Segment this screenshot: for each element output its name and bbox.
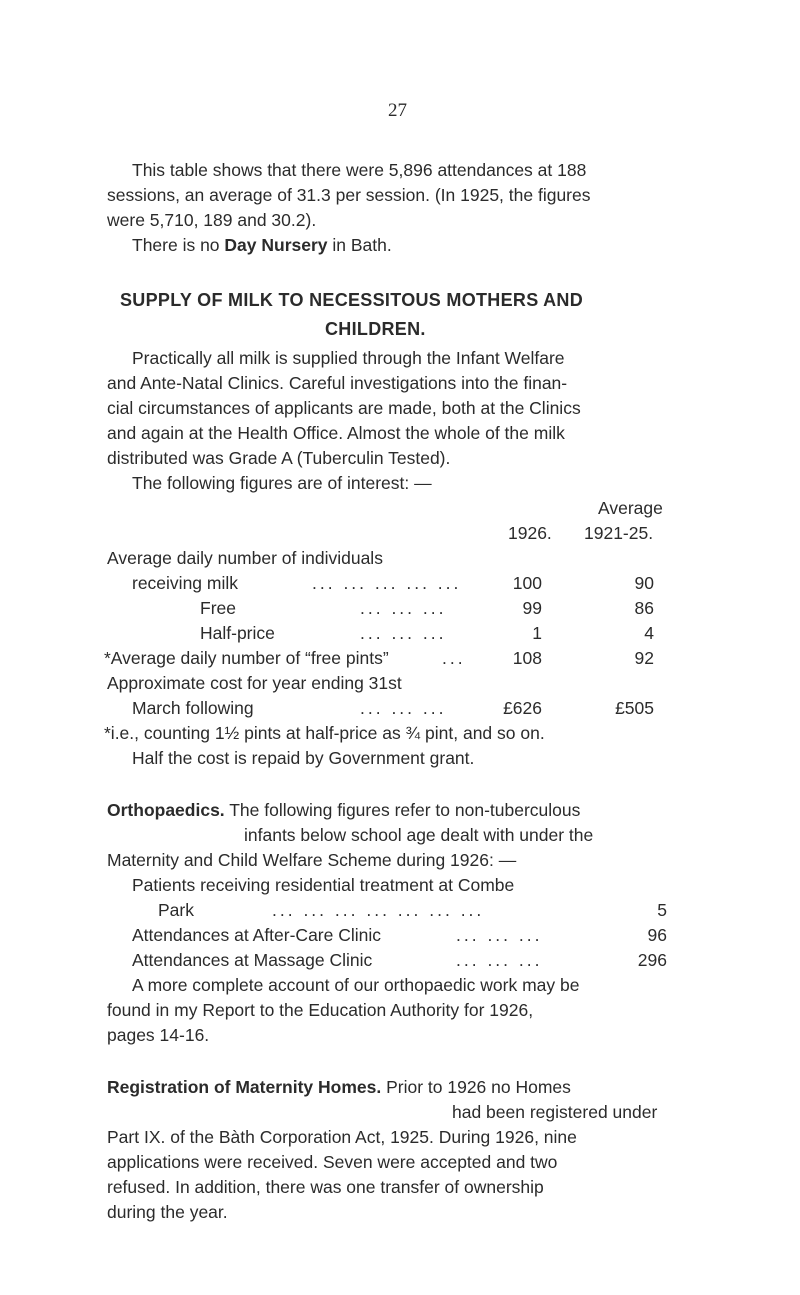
intro-line-4-pre: There is no bbox=[132, 235, 225, 255]
milk-para-line-1: Practically all milk is supplied through the Infant Welfare bbox=[132, 348, 565, 368]
milk-row-receiving-label: receiving milk bbox=[132, 573, 238, 593]
orthopaedics-heading: Orthopaedics. bbox=[107, 800, 225, 820]
milk-row-freepints-dots: ... bbox=[442, 648, 466, 668]
ortho-item-aftercare-label: Attendances at After-Care Clinic bbox=[132, 925, 382, 945]
milk-heading-line-1: SUPPLY OF MILK TO NECESSITOUS MOTHERS AND bbox=[120, 290, 584, 310]
orthopaedics-line-2: infants below school age dealt with under the bbox=[244, 825, 594, 845]
milk-row-freepints-1926: 108 bbox=[512, 648, 542, 668]
ortho-item-aftercare-value: 96 bbox=[647, 925, 667, 945]
intro-line-4 bbox=[132, 233, 392, 258]
registration-line-5: refused. In addition, there was one transfer of ownership bbox=[107, 1177, 544, 1197]
orthopaedics-line-1-text: The following figures refer to non-tuberculous bbox=[229, 800, 581, 820]
col-header-1921-25: 1921-25. bbox=[584, 523, 654, 543]
registration-line-6: during the year. bbox=[107, 1202, 228, 1222]
milk-row-receiving-avg: 90 bbox=[634, 573, 654, 593]
registration-line-1 bbox=[107, 1075, 571, 1100]
milk-row-freepints-label: *Average daily number of “free pints” bbox=[104, 648, 389, 668]
milk-para-line-4: and again at the Health Office. Almost the whole of the milk bbox=[107, 423, 565, 443]
figures-intro: The following figures are of interest: — bbox=[132, 473, 432, 493]
registration-line-2: had been registered under bbox=[452, 1102, 658, 1122]
registration-heading: Registration of Maternity Homes. bbox=[107, 1077, 382, 1097]
intro-line-4-post: in Bath. bbox=[327, 235, 392, 255]
milk-row-free-avg: 86 bbox=[634, 598, 654, 618]
cost-1926: £626 bbox=[503, 698, 542, 718]
milk-row-receiving-dots: ... ... ... ... ... bbox=[312, 573, 462, 593]
registration-line-1-text: Prior to 1926 no Homes bbox=[386, 1077, 571, 1097]
cost-dots: ... ... ... bbox=[360, 698, 447, 718]
ortho-item-massage-dots: ... ... ... bbox=[456, 950, 543, 970]
intro-line-3: were 5,710, 189 and 30.2). bbox=[107, 210, 317, 230]
col-header-1926: 1926. bbox=[508, 523, 552, 543]
cost-label-line-1: Approximate cost for year ending 31st bbox=[107, 673, 402, 693]
orthopaedics-para-line-3: pages 14-16. bbox=[107, 1025, 210, 1045]
registration-line-4: applications were received. Seven were accepted and two bbox=[107, 1152, 558, 1172]
ortho-item-park-dots: ... ... ... ... ... ... ... bbox=[272, 900, 485, 920]
milk-row-freepints-avg: 92 bbox=[634, 648, 654, 668]
cost-label-line-2: March following bbox=[132, 698, 254, 718]
day-nursery-term: Day Nursery bbox=[224, 235, 328, 255]
milk-para-line-3: cial circumstances of applicants are made, both at the Clinics bbox=[107, 398, 581, 418]
intro-line-1: This table shows that there were 5,896 attendances at 188 bbox=[132, 160, 587, 180]
orthopaedics-para-line-2: found in my Report to the Education Authority for 1926, bbox=[107, 1000, 534, 1020]
ortho-item-aftercare-dots: ... ... ... bbox=[456, 925, 543, 945]
ortho-item-massage-value: 296 bbox=[637, 950, 667, 970]
milk-row-receiving-1926: 100 bbox=[512, 573, 542, 593]
milk-para-line-2: and Ante-Natal Clinics. Careful investigations into the finan- bbox=[107, 373, 568, 393]
milk-heading-line-2: CHILDREN. bbox=[325, 319, 426, 339]
table-group-label: Average daily number of individuals bbox=[107, 548, 383, 568]
milk-row-halfprice-label: Half-price bbox=[200, 623, 275, 643]
footnote-line-2: Half the cost is repaid by Government grant. bbox=[132, 748, 475, 768]
page-number: 27 bbox=[388, 100, 407, 121]
col-header-average: Average bbox=[598, 498, 663, 518]
ortho-item-massage-label: Attendances at Massage Clinic bbox=[132, 950, 373, 970]
milk-row-halfprice-1926: 1 bbox=[532, 623, 542, 643]
milk-row-halfprice-avg: 4 bbox=[644, 623, 654, 643]
ortho-item-park-label: Park bbox=[158, 900, 194, 920]
orthopaedics-line-1 bbox=[107, 798, 580, 823]
footnote-line-1: *i.e., counting 1½ pints at half-price as ¾ pint, and so on. bbox=[104, 723, 545, 743]
cost-avg: £505 bbox=[615, 698, 654, 718]
orthopaedics-line-4: Patients receiving residential treatment at Combe bbox=[132, 875, 515, 895]
milk-row-free-label: Free bbox=[200, 598, 236, 618]
milk-para-line-5: distributed was Grade A (Tuberculin Tested). bbox=[107, 448, 451, 468]
registration-line-3: Part IX. of the Bàth Corporation Act, 1925. During 1926, nine bbox=[107, 1127, 577, 1147]
orthopaedics-para-line-1: A more complete account of our orthopaedic work may be bbox=[132, 975, 580, 995]
orthopaedics-line-3: Maternity and Child Welfare Scheme during 1926: — bbox=[107, 850, 517, 870]
intro-line-2: sessions, an average of 31.3 per session. (In 1925, the figures bbox=[107, 185, 591, 205]
milk-row-free-1926: 99 bbox=[522, 598, 542, 618]
milk-row-halfprice-dots: ... ... ... bbox=[360, 623, 447, 643]
milk-row-free-dots: ... ... ... bbox=[360, 598, 447, 618]
ortho-item-park-value: 5 bbox=[657, 900, 667, 920]
